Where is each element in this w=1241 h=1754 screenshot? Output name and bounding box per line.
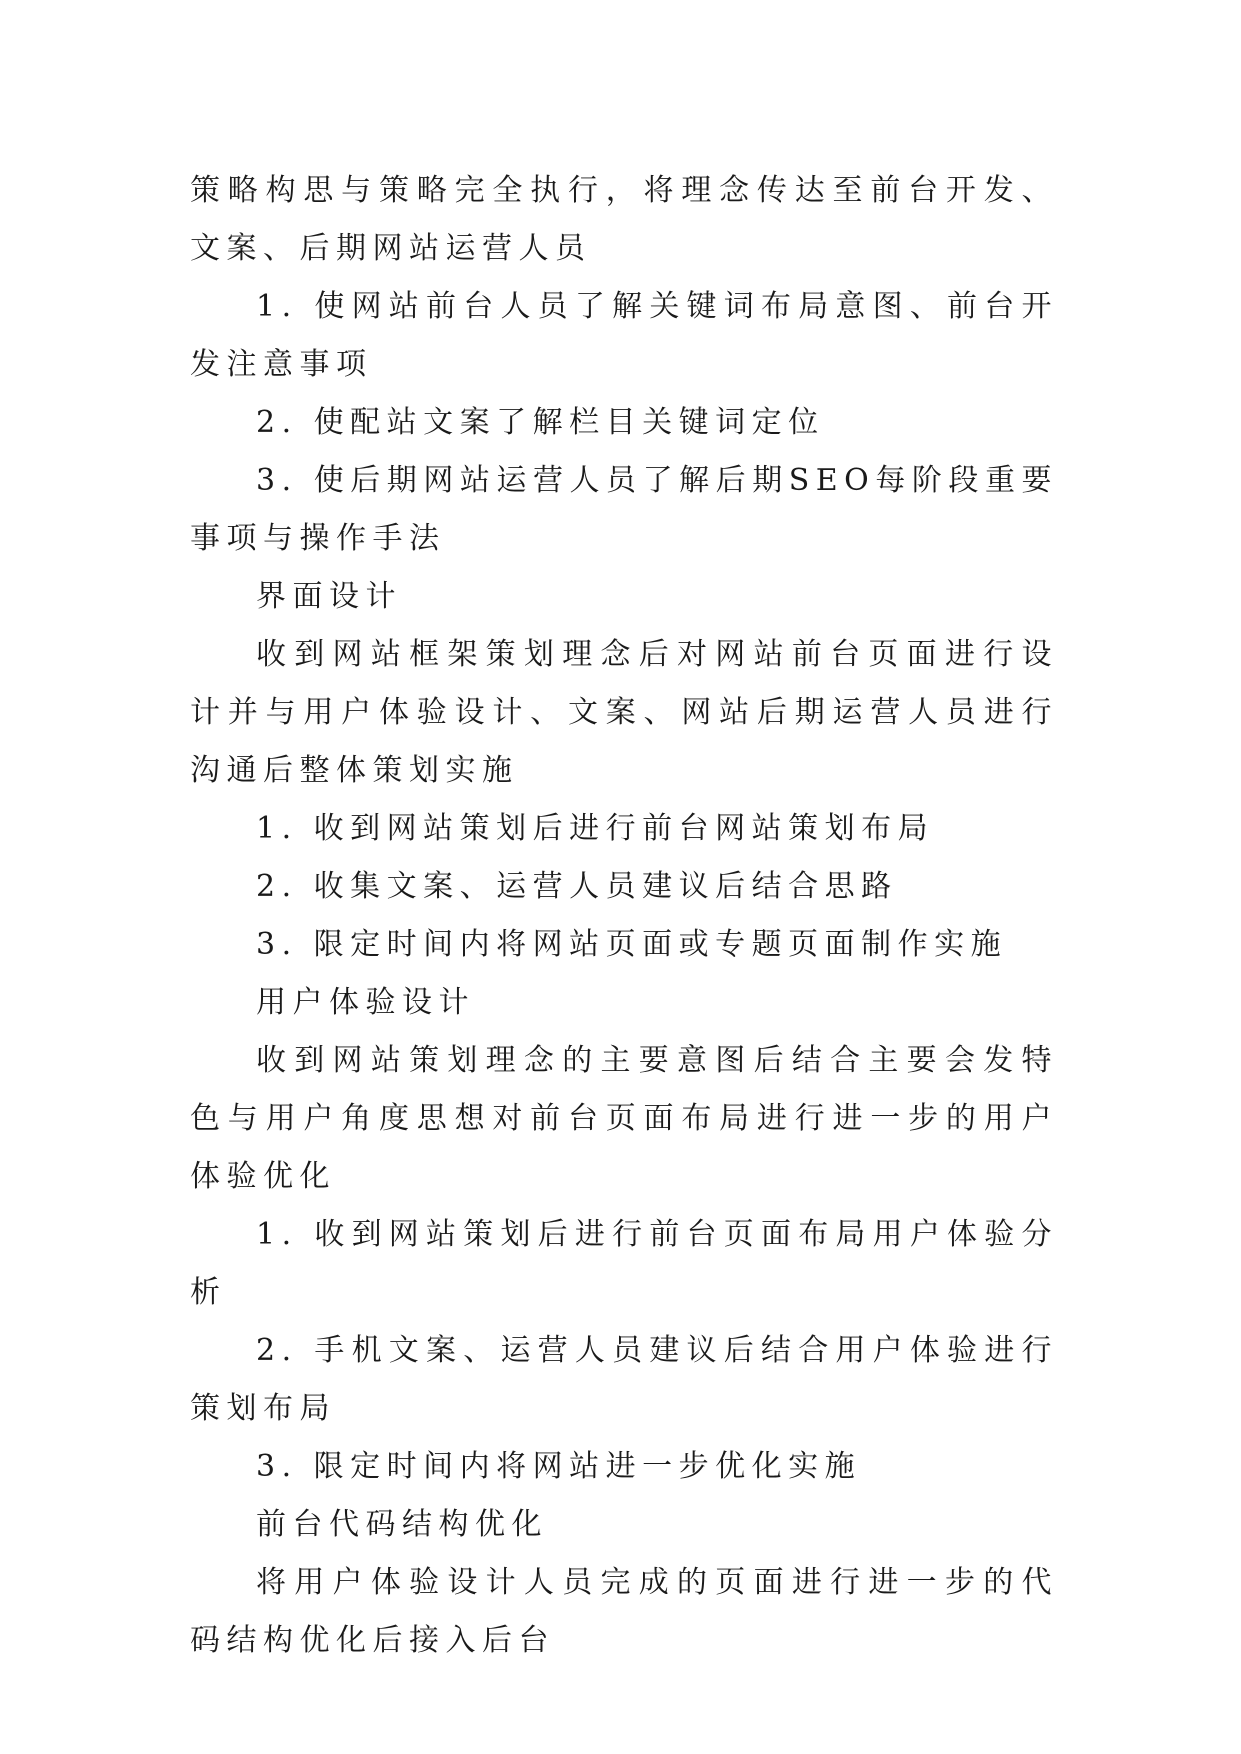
document-body xyxy=(190,162,1058,1670)
section-heading-ui-design: 界面设计 xyxy=(256,579,402,614)
section-heading-ux-design: 用户体验设计 xyxy=(256,985,475,1020)
list-item-2: 2. 手机文案、运营人员建议后结合用户体验进行策划布局 xyxy=(190,1333,1058,1426)
paragraph-ux-design: 收到网站策划理念的主要意图后结合主要会发特色与用户角度思想对前台页面布局进行进一步的用户体验优化 xyxy=(190,1043,1058,1194)
paragraph-intro: 策略构思与策略完全执行，将理念传达至前台开发、文案、后期网站运营人员 xyxy=(190,173,1058,266)
list-item-2: 2. 使配站文案了解栏目关键词定位 xyxy=(256,405,825,440)
list-item-1: 1. 收到网站策划后进行前台页面布局用户体验分析 xyxy=(190,1217,1058,1310)
list-item-2: 2. 收集文案、运营人员建议后结合思路 xyxy=(256,869,898,904)
list-item-3: 3. 限定时间内将网站页面或专题页面制作实施 xyxy=(256,927,1008,962)
list-item-3: 3. 使后期网站运营人员了解后期SEO每阶段重要事项与操作手法 xyxy=(190,463,1058,556)
list-item-1: 1. 使网站前台人员了解关键词布局意图、前台开发注意事项 xyxy=(190,289,1058,382)
paragraph-ui-design: 收到网站框架策划理念后对网站前台页面进行设计并与用户体验设计、文案、网站后期运营人员进行沟通后整体策划实施 xyxy=(190,637,1058,788)
list-item-3: 3. 限定时间内将网站进一步优化实施 xyxy=(256,1449,862,1484)
paragraph-frontend-code: 将用户体验设计人员完成的页面进行进一步的代码结构优化后接入后台 xyxy=(190,1565,1058,1658)
list-item-1: 1. 收到网站策划后进行前台网站策划布局 xyxy=(256,811,935,846)
section-heading-frontend-code: 前台代码结构优化 xyxy=(256,1507,548,1542)
